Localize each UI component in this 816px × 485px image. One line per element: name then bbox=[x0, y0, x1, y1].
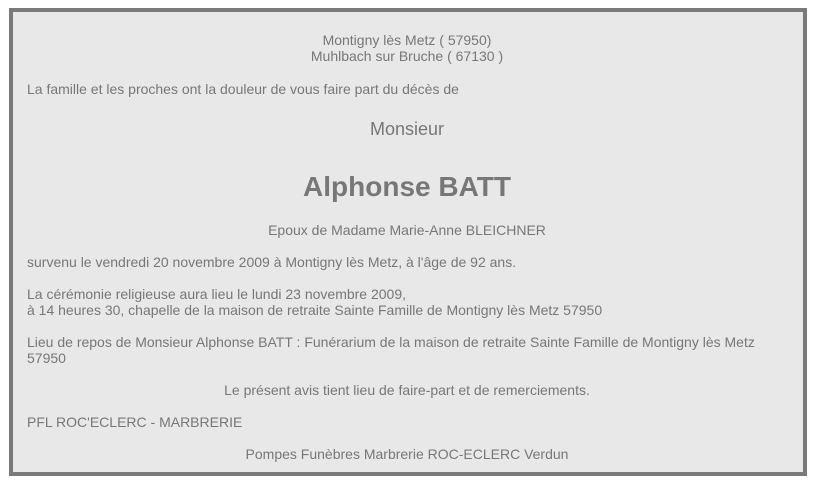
death-info: survenu le vendredi 20 novembre 2009 à Montigny lès Metz, à l'âge de 92 ans. bbox=[27, 254, 517, 270]
deceased-title: Monsieur bbox=[369, 119, 445, 139]
rest-place: Lieu de repos de Monsieur Alphonse BATT : Funérarium de la maison de retraite Sainte Famille de Montigny lès Metz 57950 bbox=[27, 334, 755, 366]
thanks-text: Le présent avis tient lieu de faire-part et de remerciements. bbox=[224, 382, 590, 398]
deceased-name: Alphonse BATT bbox=[303, 171, 511, 202]
intro-text: La famille et les proches ont la douleur de vous faire part du décès de bbox=[27, 81, 459, 97]
ceremony-line-1: La cérémonie religieuse aura lieu le lundi 23 novembre 2009, bbox=[27, 286, 407, 302]
footer-text: Pompes Funèbres Marbrerie ROC-ECLERC Verdun bbox=[245, 446, 569, 462]
location-line-1: Montigny lès Metz ( 57950) bbox=[322, 32, 492, 48]
location-line-2: Muhlbach sur Bruche ( 67130 ) bbox=[310, 48, 504, 64]
company-name: PFL ROC'ECLERC - MARBRERIE bbox=[27, 414, 243, 430]
obituary-notice bbox=[9, 8, 807, 476]
ceremony-line-2: à 14 heures 30, chapelle de la maison de retraite Sainte Famille de Montigny lès Metz 57950 bbox=[27, 302, 603, 318]
spouse-text: Epoux de Madame Marie-Anne BLEICHNER bbox=[268, 222, 546, 238]
